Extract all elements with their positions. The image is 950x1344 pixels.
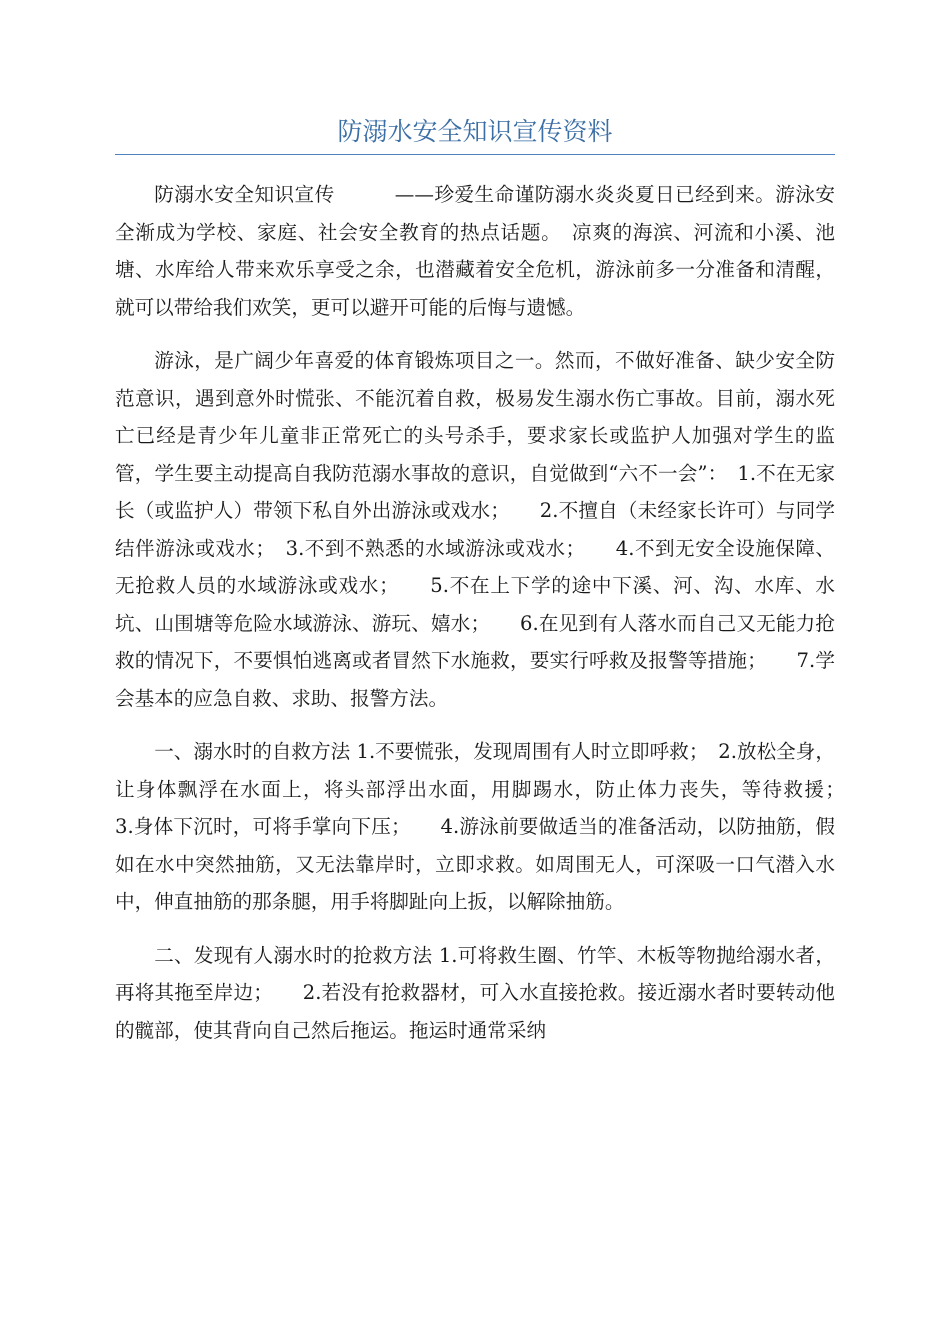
document-title: 防溺水安全知识宣传资料 <box>337 117 613 146</box>
paragraph-intro: 防溺水安全知识宣传 ——珍爱生命谨防溺水炎炎夏日已经到来。游泳安全渐成为学校、家庭、社会安全教育的热点话题。 凉爽的海滨、河流和小溪、池塘、水库给人带来欢乐享受之余，也潜藏着安全危机，游泳前多一分准备和清醒，就可以带给我们欢笑，更可以避开可能的后悔与遗憾。 <box>115 183 835 319</box>
paragraph-rescue-others: 二、发现有人溺水时的抢救方法 1.可将救生圈、竹竿、木板等物抛给溺水者，再将其拖至岸边； 2.若没有抢救器材，可入水直接抢救。接近溺水者时要转动他的髋部，使其背向自己然后拖运。拖运时通常采纳 <box>115 943 835 1042</box>
paragraph-self-rescue: 一、溺水时的自救方法 1.不要慌张，发现周围有人时立即呼救； 2.放松全身，让身体飘浮在水面上，将头部浮出水面，用脚踢水，防止体力丧失，等待救援； 3.身体下沉时，可将手掌向下压； 4.游泳前要做适当的准备活动，以防抽筋，假如在水中突然抽筋，又无法靠岸时，立即求救。如周围无人，可深吸一口气潜入水中，伸直抽筋的那条腿，用手将脚趾向上扳，以解除抽筋。 <box>115 740 875 913</box>
title-underline <box>115 154 835 155</box>
paragraph-six-rules: 游泳，是广阔少年喜爱的体育锻炼项目之一。然而，不做好准备、缺少安全防范意识，遇到意外时慌张、不能沉着自救，极易发生溺水伤亡事故。目前，溺水死亡已经是青少年儿童非正常死亡的头号杀手，要求家长或监护人加强对学生的监管，学生要主动提高自我防范溺水事故的意识，自觉做到“六不一会”： 1.不在无家长（或监护人）带领下私自外出游泳或戏水； 2.不擅自（未经家长许可）与同学结伴游泳或戏水； 3.不到不熟悉的水域游泳或戏水； 4.不到无安全设施保障、无抢救人员的水域游泳或戏水； 5.不在上下学的途中下溪、河、沟、水库、水坑、山围塘等危险水域游泳、游玩、嬉水； 6.在见到有人落水而自己又无能力抢救的情况下，不要惧怕逃离或者冒然下水施救，要实行呼救及报警等措施； 7.学会基本的应急自救、求助、报警方法。 <box>115 349 835 710</box>
document-body <box>115 176 875 1065</box>
